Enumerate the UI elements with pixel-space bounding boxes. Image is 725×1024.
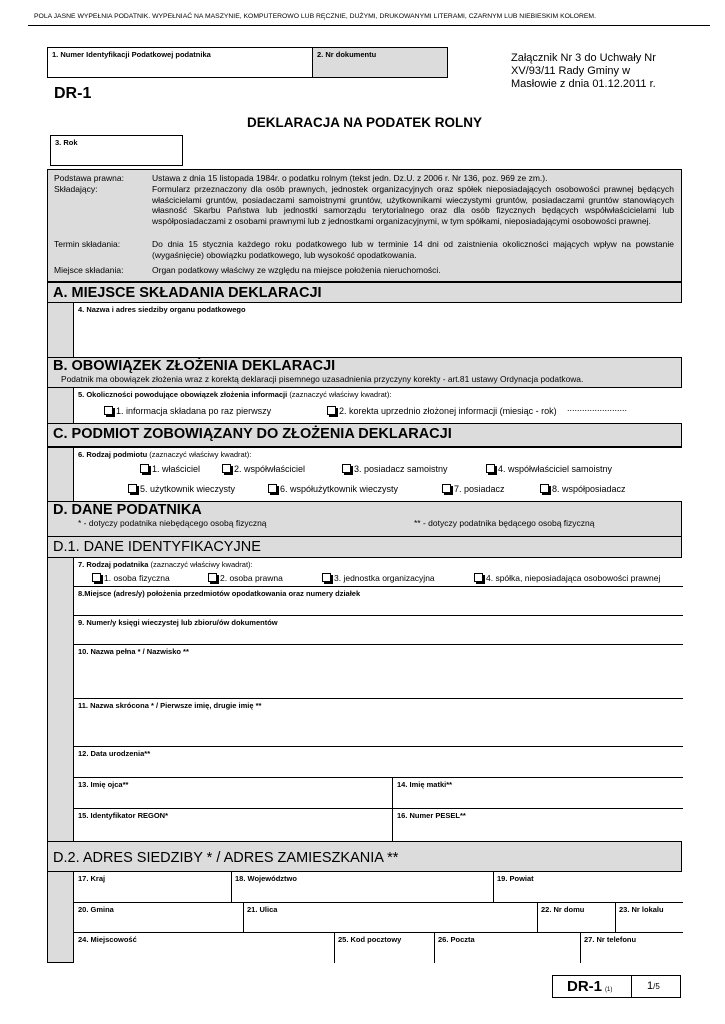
field-full-name-label: 10. Nazwa pełna * / Nazwisko **: [78, 647, 189, 656]
field-apartment-number[interactable]: [615, 903, 683, 932]
checkbox-icon: [474, 573, 483, 582]
field-house-number-label: 22. Nr domu: [541, 905, 585, 914]
field-circumstances: [73, 388, 682, 424]
form-title: DEKLARACJA NA PODATEK ROLNY: [247, 115, 483, 130]
field-birth-date[interactable]: [74, 747, 683, 777]
entity-option-7-label: 7. posiadacz: [454, 484, 505, 494]
field-voivodeship[interactable]: [231, 872, 493, 902]
taxpayer-type-option-1[interactable]: [92, 573, 170, 583]
section-a-body: [47, 302, 682, 358]
entity-option-7[interactable]: [442, 484, 505, 494]
field-post-office-label: 26. Poczta: [438, 935, 475, 944]
section-b-title: B. OBOWIĄZEK ZŁOŻENIA DEKLARACJI: [53, 358, 336, 374]
section-b-header: [47, 357, 682, 388]
taxpayer-type-option-2-label: 2. osoba prawna: [220, 573, 283, 583]
field-pesel[interactable]: [393, 809, 683, 842]
field-district[interactable]: [493, 872, 683, 902]
field-nip-label: 1. Numer Identyfikacji Podatkowej podatnika: [52, 50, 211, 59]
field-land-register[interactable]: [74, 616, 683, 644]
field-post-office[interactable]: [434, 933, 580, 963]
footer-form-code: DR-1: [567, 978, 603, 995]
section-d2-body: [47, 871, 682, 963]
field-nip[interactable]: [47, 47, 313, 78]
legal-basis-text: Ustawa z dnia 15 listopada 1984r. o podatku rolnym (tekst jedn. Dz.U. z 2006 r. Nr 136, poz. 969 ze zm.).: [152, 173, 548, 183]
field-commune-label: 20. Gmina: [78, 905, 114, 914]
section-d2-header: [47, 841, 682, 872]
entity-option-1[interactable]: [140, 464, 200, 474]
field7-label-text: 7. Rodzaj podatnika: [78, 560, 149, 569]
entity-option-2-label: 2. współwłaściciel: [234, 464, 306, 474]
submitters-text: Formularz przeznaczony dla osób prawnych, jednostek organizacyjnych oraz spółek nieposiadających osobowości prawnej będących właścicielami gruntów, posiadaczami samoistnymi gruntów, użytkownikami wieczystymi gruntów, posiadaczami gruntów stanowiących własność Skarbu Państwa lub jednostki samorządu terytorialnego oraz dla osób fizycznych będących współwłaścicielami lub współposiadaczami z osobami prawnymi lub z jednostkami organizacyjnymi, w tym spółkami, nieposiadającymi osobowości prawnej.: [152, 184, 674, 226]
field5-hint-text: (zaznaczyć właściwy kwadrat):: [289, 390, 392, 399]
field6-hint-text: (zaznaczyć właściwy kwadrat):: [149, 450, 252, 459]
field-postal-code[interactable]: [334, 933, 434, 963]
field-mother-name-label: 14. Imię matki**: [397, 780, 453, 789]
field-entity-type: [73, 448, 682, 502]
field-mother-name[interactable]: [393, 778, 683, 808]
section-a-title: A. MIEJSCE SKŁADANIA DEKLARACJI: [53, 285, 322, 301]
place-text: Organ podatkowy właściwy ze względu na miejsce położenia nieruchomości.: [152, 265, 441, 275]
field-street-label: 21. Ulica: [247, 905, 278, 914]
attachment-note: Załącznik Nr 3 do Uchwały Nr XV/93/11 Rady Gminy w Masłowie z dnia 01.12.2011 r.: [511, 52, 656, 90]
taxpayer-type-option-1-label: 1. osoba fizyczna: [104, 573, 170, 583]
section-d2-fields: [73, 872, 683, 963]
field-property-location[interactable]: [74, 587, 683, 615]
entity-option-5[interactable]: [128, 484, 235, 494]
section-d1-body: [47, 557, 682, 842]
field-phone-number-label: 27. Nr telefonu: [584, 935, 637, 944]
field-locality[interactable]: [74, 933, 334, 963]
field-short-name[interactable]: [74, 699, 683, 746]
deadline-label: Termin składania:: [54, 239, 121, 249]
entity-option-4[interactable]: [486, 464, 612, 474]
field-entity-type-label: [78, 450, 251, 459]
entity-option-1-label: 1. właściciel: [152, 464, 201, 474]
footer-form-code-box: [552, 975, 632, 998]
field-phone-number[interactable]: [580, 933, 683, 963]
checkbox-icon: [327, 406, 336, 415]
field-tax-office-label: 4. Nazwa i adres siedziby organu podatkowego: [78, 305, 246, 314]
field-year-label: 3. Rok: [55, 138, 78, 147]
field-postal-code-label: 25. Kod pocztowy: [338, 935, 402, 944]
checkbox-icon: [128, 484, 137, 493]
checkbox-icon: [104, 406, 113, 415]
field-document-number: [312, 47, 448, 78]
field-father-name-label: 13. Imię ojca**: [78, 780, 129, 789]
entity-option-3[interactable]: [342, 464, 448, 474]
entity-option-8[interactable]: [540, 484, 626, 494]
submitters-label: Składający:: [54, 184, 98, 194]
info-block: [47, 169, 682, 282]
field-house-number[interactable]: [537, 903, 615, 932]
checkbox-icon: [442, 484, 451, 493]
footer-form-version: (1): [605, 987, 613, 993]
section-d-title: D. DANE PODATNIKA: [53, 502, 202, 518]
footer-page-number: [647, 980, 660, 992]
entity-option-4-label: 4. współwłaściciel samoistny: [498, 464, 613, 474]
taxpayer-type-option-3[interactable]: [322, 573, 435, 583]
section-d1-header: [47, 536, 682, 558]
field-apartment-number-label: 23. Nr lokalu: [619, 905, 664, 914]
field-commune[interactable]: [74, 903, 243, 932]
section-d1-fields: [73, 558, 683, 842]
option-correction[interactable]: [327, 406, 557, 416]
taxpayer-type-option-3-label: 3. jednostka organizacyjna: [334, 573, 435, 583]
form-code: DR-1: [54, 85, 92, 102]
field-regon[interactable]: [74, 809, 393, 842]
legal-basis-label: Podstawa prawna:: [54, 173, 124, 183]
field-tax-office[interactable]: [73, 303, 682, 358]
place-label: Miejsce składania:: [54, 265, 124, 275]
field-taxpayer-type-label: [78, 560, 253, 569]
checkbox-icon: [486, 464, 495, 473]
field-year[interactable]: [50, 135, 183, 166]
field5-label-text: 5. Okoliczności powodujące obowiązek złożenia informacji: [78, 390, 288, 399]
page-num: 1: [647, 980, 654, 992]
section-b-subtitle: Podatnik ma obowiązek złożenia wraz z korektą deklaracji pisemnego uzasadnienia przyczyny korekty - art.81 ustawy Ordynacja podatkowa.: [61, 374, 584, 384]
taxpayer-type-option-2[interactable]: [208, 573, 283, 583]
option-correction-label: 2. korekta uprzednio złożonej informacji (miesiąc - rok): [339, 406, 557, 416]
option-first-filing-label: 1. informacja składana po raz pierwszy: [116, 406, 272, 416]
option-first-filing[interactable]: [104, 406, 271, 416]
field-father-name[interactable]: [74, 778, 393, 808]
top-rule: [28, 25, 710, 26]
checkbox-icon: [92, 573, 101, 582]
section-d1-title: D.1. DANE IDENTYFIKACYJNE: [53, 539, 261, 555]
field-country-label: 17. Kraj: [78, 874, 106, 883]
checkbox-icon: [208, 573, 217, 582]
checkbox-icon: [322, 573, 331, 582]
field7-hint-text: (zaznaczyć właściwy kwadrat):: [150, 560, 253, 569]
field-country[interactable]: [74, 872, 231, 902]
section-c-body: [47, 447, 682, 502]
section-a-header: [47, 282, 682, 303]
section-c-header: [47, 423, 682, 447]
checkbox-icon: [268, 484, 277, 493]
page-total: /5: [653, 982, 660, 991]
field-land-register-label: 9. Numer/y księgi wieczystej lub zbioru/ów dokumentów: [78, 618, 278, 627]
entity-option-5-label: 5. użytkownik wieczysty: [140, 484, 236, 494]
field-pesel-label: 16. Numer PESEL**: [397, 811, 466, 820]
field-property-location-label: 8.Miejsce (adres/y) położenia przedmiotów opodatkowania oraz numery działek: [78, 589, 361, 598]
entity-option-2[interactable]: [222, 464, 305, 474]
field6-label-text: 6. Rodzaj podmiotu: [78, 450, 148, 459]
field-birth-date-label: 12. Data urodzenia**: [78, 749, 151, 758]
entity-option-6[interactable]: [268, 484, 398, 494]
field-locality-label: 24. Miejscowość: [78, 935, 137, 944]
top-instruction: POLA JASNE WYPEŁNIA PODATNIK. WYPEŁNIAĆ NA MASZYNIE, KOMPUTEROWO LUB RĘCZNIE, DUŻYMI, DRUKOWANYMI LITERAMI, CZARNYM LUB NIEBIESKIM KOLOREM.: [34, 13, 596, 20]
section-d2-title: D.2. ADRES SIEDZIBY * / ADRES ZAMIESZKANIA **: [53, 850, 399, 866]
section-d-header: [47, 501, 682, 537]
entity-option-8-label: 8. współposiadacz: [552, 484, 626, 494]
entity-option-6-label: 6. współużytkownik wieczysty: [280, 484, 399, 494]
field-document-number-label: 2. Nr dokumentu: [317, 50, 377, 59]
field-full-name[interactable]: [74, 645, 683, 698]
section-d-note-natural: ** - dotyczy podatnika będącego osobą fizyczną: [414, 518, 595, 528]
field-short-name-label: 11. Nazwa skrócona * / Pierwsze imię, drugie imię **: [78, 701, 262, 710]
checkbox-icon: [222, 464, 231, 473]
section-c-title: C. PODMIOT ZOBOWIĄZANY DO ZŁOŻENIA DEKLARACJI: [53, 426, 452, 442]
footer-page-box: [631, 975, 681, 998]
field-voivodeship-label: 18. Województwo: [235, 874, 297, 883]
entity-option-3-label: 3. posiadacz samoistny: [354, 464, 448, 474]
field-regon-label: 15. Identyfikator REGON*: [78, 811, 169, 820]
field-street[interactable]: [243, 903, 537, 932]
checkbox-icon: [342, 464, 351, 473]
deadline-text: Do dnia 15 stycznia każdego roku podatkowego lub w terminie 14 dni od zaistnienia okoliczności mających wpływ na powstanie (wygaśnięcie) obowiązku podatkowego, lub wysokość opodatkowania.: [152, 239, 674, 260]
taxpayer-type-option-4-label: 4. spółka, nieposiadająca osobowości prawnej: [486, 573, 661, 583]
checkbox-icon: [540, 484, 549, 493]
correction-date-field[interactable]: ........................: [567, 403, 628, 413]
checkbox-icon: [140, 464, 149, 473]
section-d-note-legal: * - dotyczy podatnika niebędącego osobą fizyczną: [78, 518, 267, 528]
divider: [392, 778, 393, 842]
section-b-body: [47, 387, 682, 424]
field-circumstances-label: [78, 390, 391, 399]
field-district-label: 19. Powiat: [497, 874, 534, 883]
taxpayer-type-option-4[interactable]: [474, 573, 660, 583]
